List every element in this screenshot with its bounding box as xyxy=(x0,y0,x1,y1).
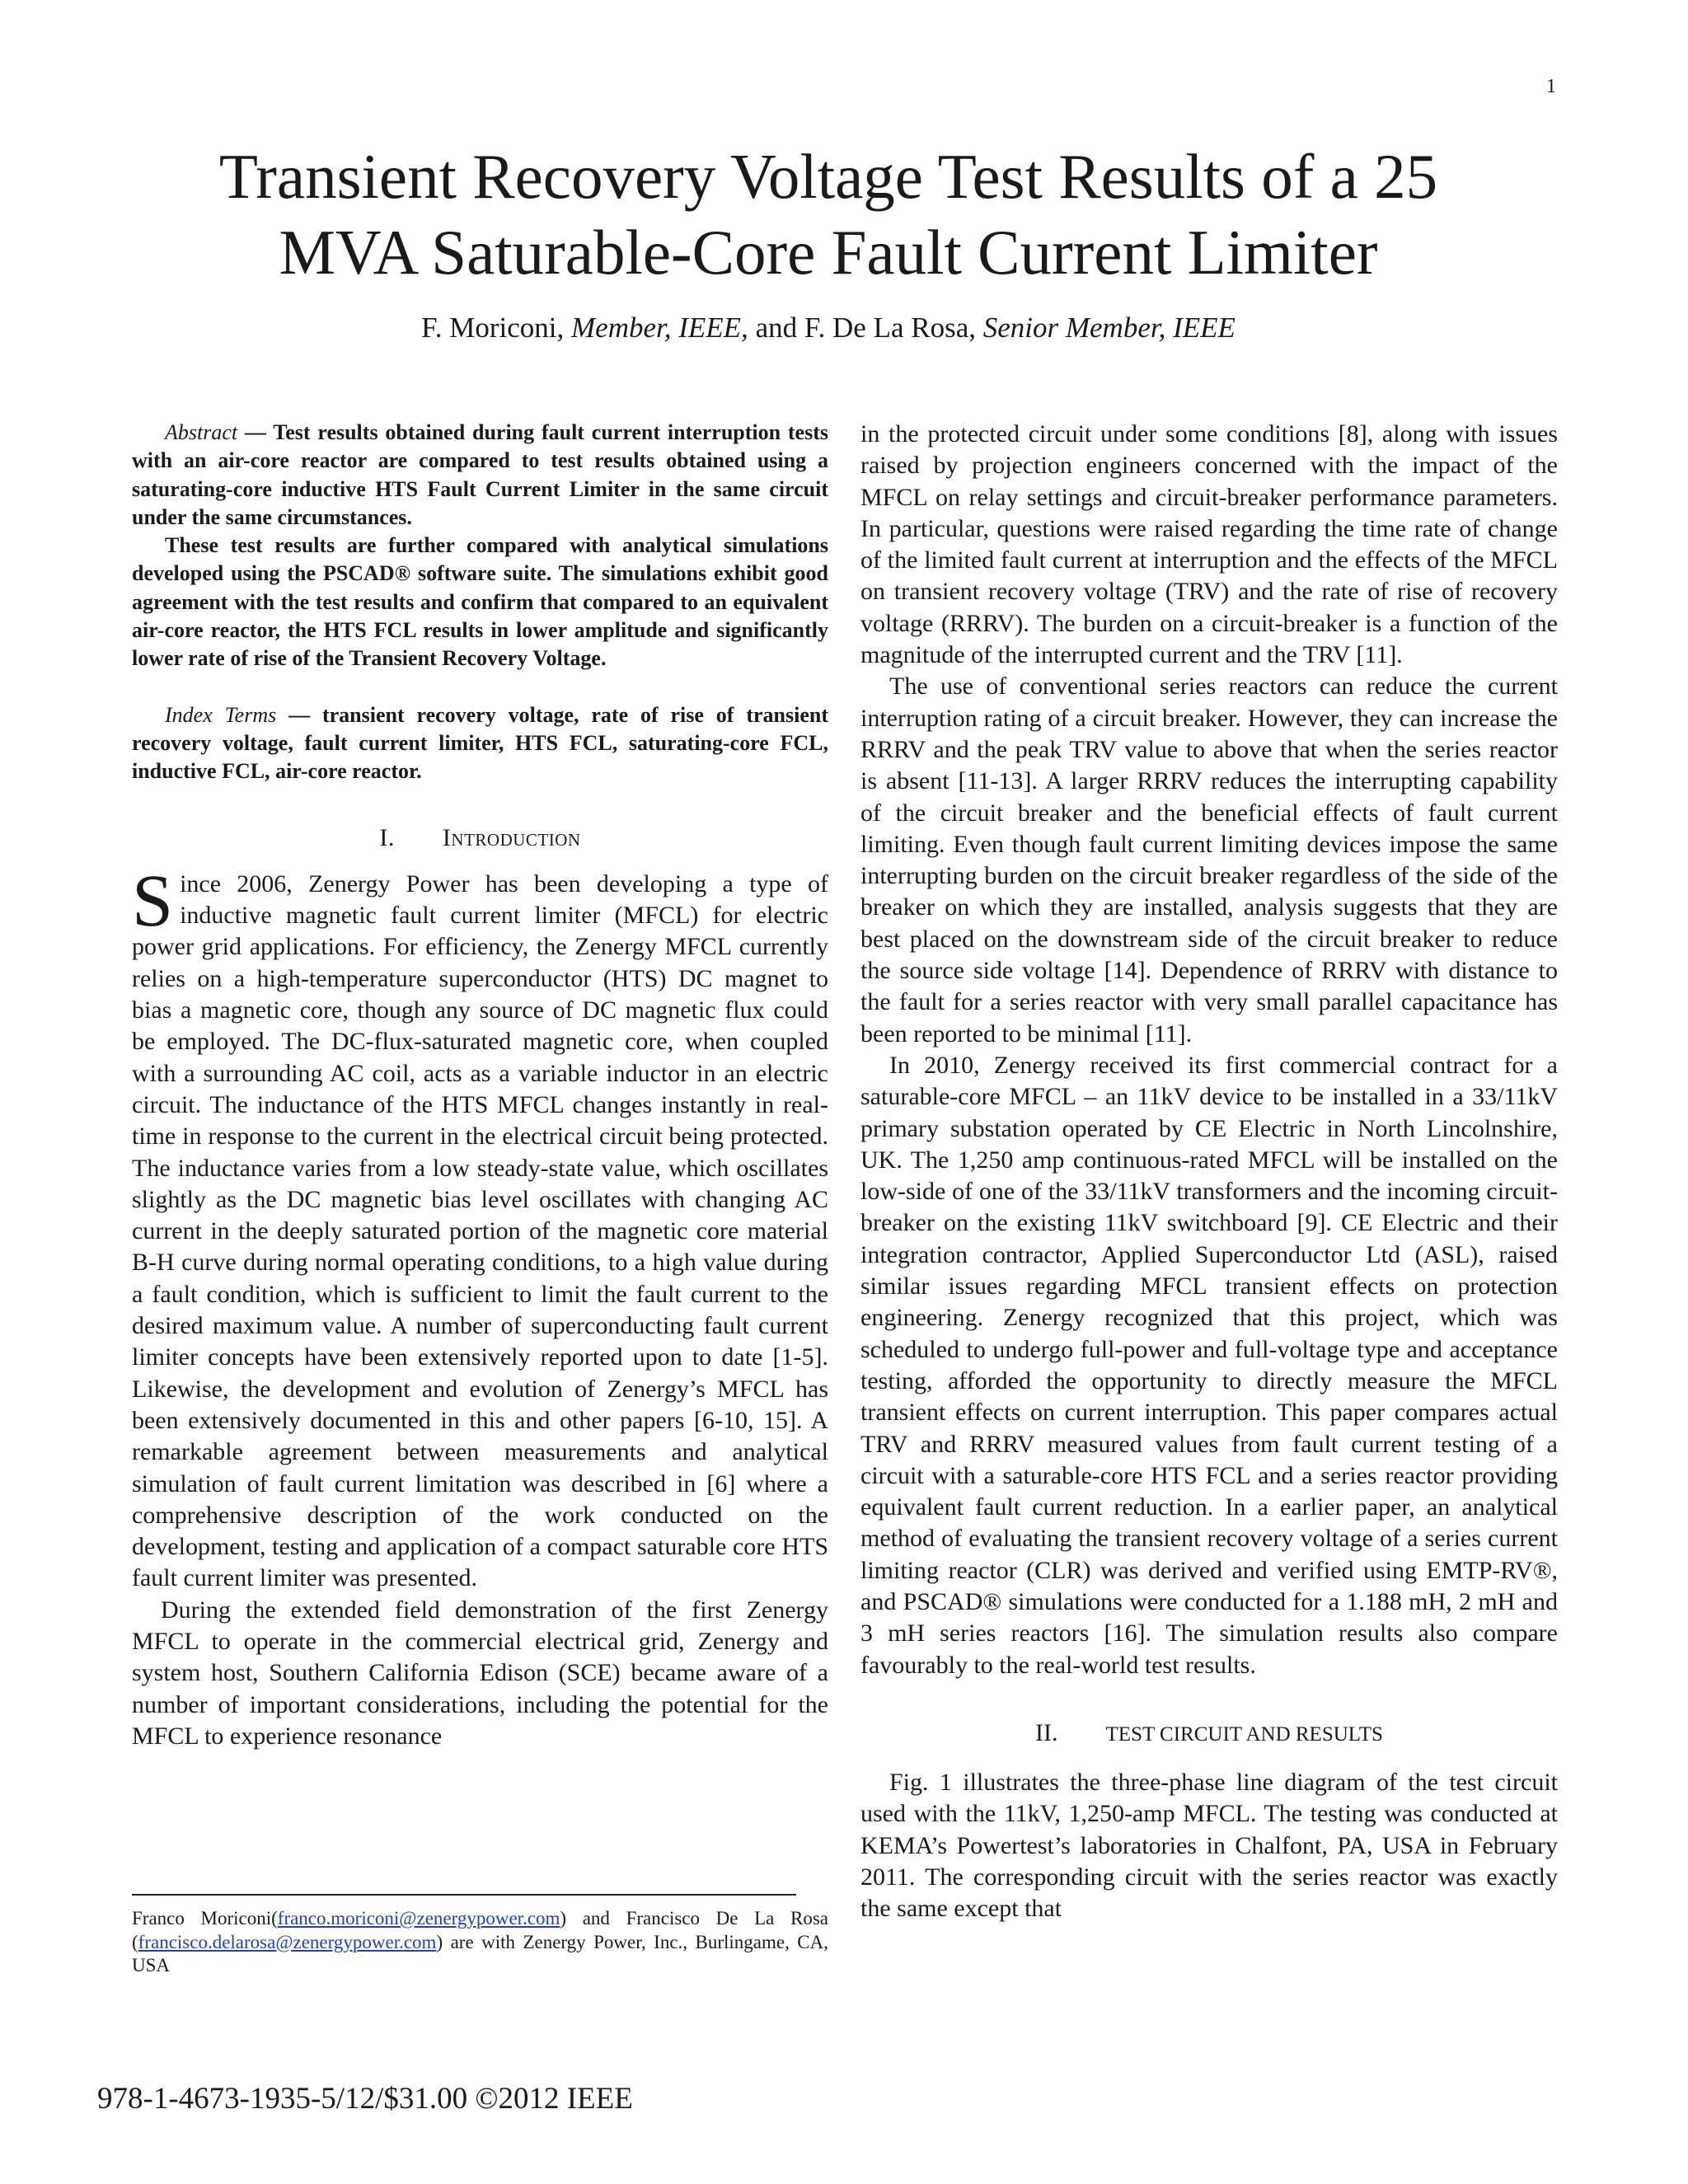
title-line-1: Transient Recovery Voltage Test Results of a 25 xyxy=(218,141,1438,212)
section-heading-introduction xyxy=(132,823,828,854)
copyright-line: 978-1-4673-1935-5/12/$31.00 ©2012 IEEE xyxy=(97,2082,633,2116)
index-terms-text: transient recovery voltage, rate of rise of transient recovery voltage, fault current limiter, HTS FCL, saturating-core FCL, inductive FCL, air-core reactor. xyxy=(132,702,828,784)
author-and: and F. De La Rosa, xyxy=(755,312,976,344)
right-column xyxy=(860,419,1558,1925)
author-footnote xyxy=(132,1907,828,1978)
intro-para-3: The use of conventional series reactors can reduce the current interruption rating of a circuit breaker. However, they can increase the RRRV and the peak TRV value to above that when the series reactor is absent [11-13]. A larger RRRV reduces the interrupting capability of the circuit breaker and the beneficial effects of fault current limiting. Even though fault current limiting devices impose the same interrupting burden on the circuit breaker regardless of the side of the breaker on which they are installed, analysis suggests that they are best placed on the downstream side of the circuit breaker to reduce the source side voltage [14]. Dependence of RRRV with distance to the fault for a series reactor with very small parallel capacitance has been reported to be minimal [11]. xyxy=(860,673,1558,1047)
index-terms-label: Index Terms xyxy=(165,702,277,727)
left-column xyxy=(132,419,828,1752)
intro-para-2: During the extended field demonstration of the first Zenergy MFCL to operate in the commercial electrical grid, Zenergy and system host, Southern California Edison (SCE) became aware of a number of important considerations, including the potential for the MFCL to experience resonance xyxy=(132,1596,828,1750)
author-1: F. Moriconi, xyxy=(421,312,565,344)
footnote-text-1: Franco Moriconi( xyxy=(132,1908,278,1929)
drop-cap: S xyxy=(132,860,174,942)
section-2-para-1: Fig. 1 illustrates the three-phase line diagram of the test circuit used with the 11kV, 1,250-amp MFCL. The testing was conducted at KEMA’s Powertest’s laboratories in Chalfont, PA, USA in February 2011. The corresponding circuit with the series reactor was exactly the same except that xyxy=(860,1769,1558,1923)
section-2-numeral: II. xyxy=(1035,1718,1058,1746)
email-link-delarosa[interactable]: francisco.delarosa@zenergypower.com xyxy=(138,1931,437,1952)
section-2-title: TEST CIRCUIT AND RESULTS xyxy=(1105,1722,1383,1746)
footnote-text-3: ) are with Zenergy Power, Inc., Burlingame, CA, USA xyxy=(132,1931,828,1975)
intro-para-1-text: ince 2006, Zenergy Power has been developing a type of inductive magnetic fault current limiter (MFCL) for electric power grid applications. For efficiency, the Zenergy MFCL currently relies on a high-temperature superconductor (HTS) DC magnet to bias a magnetic core, though any source of DC magnetic flux could be employed. The DC-flux-saturated magnetic core, when coupled with a surrounding AC coil, acts as a variable inductor in an electric circuit. The inductance of the HTS MFCL changes instantly in real-time in response to the current in the electrical circuit being protected. The inductance varies from a low steady-state value, which oscillates slightly as the DC magnetic bias level oscillates with changing AC current in the deeply saturated portion of the magnetic core material B-H curve during normal operating conditions, to a high value during a fault condition, which is sufficient to limit the fault current to the desired maximum value. A number of superconducting fault current limiter concepts have been extensively reported upon to date [1-5]. Likewise, the development and evolution of Zenergy’s MFCL has been extensively documented in this and other papers [6-10, 15]. A remarkable agreement between measurements and analytical simulation of fault current limitation was described in [6] where a comprehensive description of the work conducted on the development, testing and application of a compact saturable core HTS fault current limiter was presented. xyxy=(132,869,828,1592)
section-1-title: Introduction xyxy=(442,823,581,851)
abstract-text-1: Test results obtained during fault current interruption tests with an air-core reactor are compared to test results obtained using a saturating-core inductive HTS Fault Current Limiter in the same circuit under the same circumstances. xyxy=(132,420,828,529)
index-terms xyxy=(132,701,828,786)
abstract xyxy=(132,419,828,786)
section-heading-test-circuit xyxy=(860,1718,1558,1750)
abstract-dash: — xyxy=(237,420,274,444)
authors xyxy=(132,312,1525,344)
title-line-2: MVA Saturable-Core Fault Current Limiter xyxy=(279,217,1378,288)
email-link-moriconi[interactable]: franco.moriconi@zenergypower.com xyxy=(277,1908,560,1929)
page-number: 1 xyxy=(1546,76,1556,97)
author-2-role: Senior Member, IEEE xyxy=(982,312,1236,344)
index-terms-dash: — xyxy=(276,702,322,727)
paper-title xyxy=(132,138,1525,290)
intro-para-4: In 2010, Zenergy received its first commercial contract for a saturable-core MFCL – an 11kV device to be installed in a 33/11kV primary substation operated by CE Electric in North Lincolnshire, UK. The 1,250 amp continuous-rated MFCL will be installed on the low-side of one of the 33/11kV transformers and the incoming circuit-breaker on the existing 11kV switchboard [9]. CE Electric and their integration contractor, Applied Superconductor Ltd (ASL), raised similar issues regarding MFCL transient effects on protection engineering. Zenergy recognized that this project, which was scheduled to undergo full-power and full-voltage type and acceptance testing, afforded the opportunity to directly measure the MFCL transient effects on current interruption. This paper compares actual TRV and RRRV measured values from fault current testing of a circuit with a saturable-core HTS FCL and a series reactor providing equivalent fault current reduction. In a earlier paper, an analytical method of evaluating the transient recovery voltage of a series current limiting reactor (CLR) was derived and verified using EMTP-RV®, and PSCAD® simulations were conducted for a 1.188 mH, 2 mH and 3 mH series reactors [16]. The simulation results also compare favourably to the real-world test results. xyxy=(860,1051,1558,1679)
footnote-text-2: ) and Francisco De La Rosa ( xyxy=(132,1908,828,1952)
footnote-divider xyxy=(132,1894,796,1896)
intro-para-1 xyxy=(132,860,828,1595)
intro-para-2-continued: in the protected circuit under some conditions [8], along with issues raised by projection engineers concerned with the impact of the MFCL on relay settings and circuit-breaker performance parameters. In particular, questions were raised regarding the time rate of change of the limited fault current at interruption and the effects of the MFCL on transient recovery voltage (TRV) and the rate of rise of recovery voltage (RRRV). The burden on a circuit-breaker is a function of the magnitude of the interrupted current and the TRV [11]. xyxy=(860,420,1558,669)
author-1-role: Member, IEEE, xyxy=(571,312,748,344)
abstract-para-1 xyxy=(132,419,828,532)
abstract-para-2: These test results are further compared with analytical simulations developed using the PSCAD® software suite. The simulations exhibit good agreement with the test results and confirm that compared to an equivalent air-core reactor, the HTS FCL results in lower amplitude and significantly lower rate of rise of the Transient Recovery Voltage. xyxy=(132,533,828,671)
section-1-numeral: I. xyxy=(379,823,395,851)
abstract-label: Abstract xyxy=(165,420,238,444)
